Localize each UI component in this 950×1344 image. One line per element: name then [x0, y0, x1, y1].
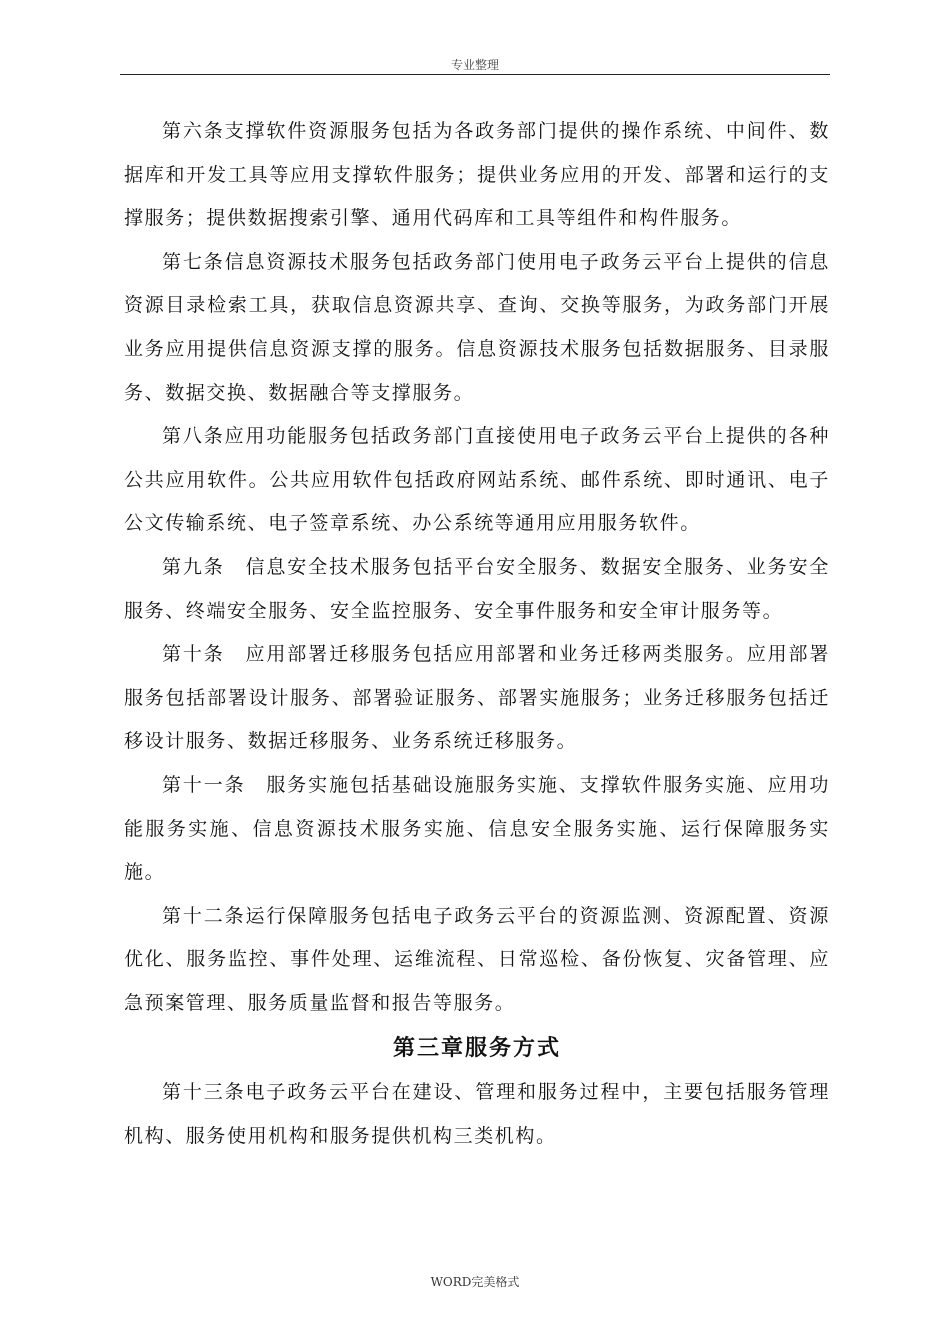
footer-text: WORD完美格式: [430, 1275, 520, 1289]
article-12-paragraph: 第十二条运行保障服务包括电子政务云平台的资源监测、资源配置、资源优化、服务监控、事件处理、运维流程、日常巡检、备份恢复、灾备管理、应急预案管理、服务质量监督和报告等服务。: [124, 904, 830, 1014]
article-10-paragraph: 第十条 应用部署迁移服务包括应用部署和业务迁移两类服务。应用部署服务包括部署设计服务、部署验证服务、部署实施服务；业务迁移服务包括迁移设计服务、数据迁移服务、业务系统迁移服务。: [124, 643, 830, 753]
article-13-paragraph: 第十三条电子政务云平台在建设、管理和服务过程中，主要包括服务管理机构、服务使用机构和服务提供机构三类机构。: [124, 1081, 830, 1148]
header-text: 专业整理: [450, 58, 499, 72]
page-header: [120, 56, 830, 75]
article-8-paragraph: 第八条应用功能服务包括政务部门直接使用电子政务云平台上提供的各种公共应用软件。公共应用软件包括政府网站系统、邮件系统、即时通讯、电子公文传输系统、电子签章系统、办公系统等通用应用服务软件。: [124, 425, 830, 535]
article-7-paragraph: 第七条信息资源技术服务包括政务部门使用电子政务云平台上提供的信息资源目录检索工具，获取信息资源共享、查询、交换等服务，为政务部门开展业务应用提供信息资源支撑的服务。信息资源技术服务包括数据服务、目录服务、数据交换、数据融合等支撑服务。: [124, 250, 830, 404]
article-11-paragraph: 第十一条 服务实施包括基础设施服务实施、支撑软件服务实施、应用功能服务实施、信息资源技术服务实施、信息安全服务实施、运行保障服务实施。: [124, 773, 830, 884]
chapter-title: 第三章服务方式: [392, 1035, 561, 1062]
page-footer: [0, 1274, 950, 1290]
article-9-paragraph: 第九条 信息安全技术服务包括平台安全服务、数据安全服务、业务安全服务、终端安全服务、安全监控服务、安全事件服务和安全审计服务等。: [124, 555, 830, 622]
article-6-paragraph: 第六条支撑软件资源服务包括为各政务部门提供的操作系统、中间件、数据库和开发工具等应用支撑软件服务；提供业务应用的开发、部署和运行的支撑服务；提供数据搜索引擎、通用代码库和工具等组件和构件服务。: [124, 120, 830, 230]
document-body: [124, 110, 830, 1159]
